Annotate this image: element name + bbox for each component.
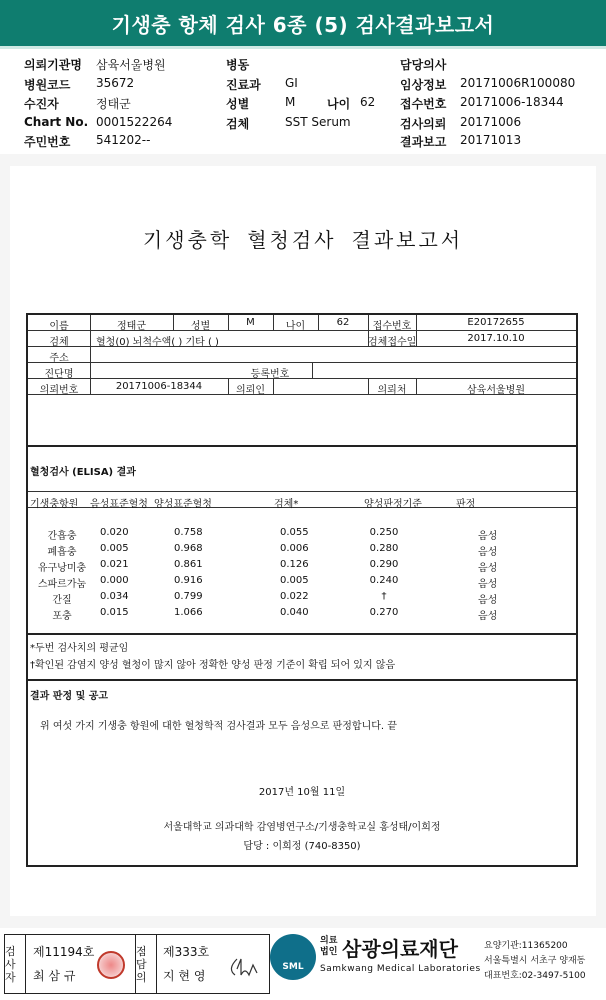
form-line [28,633,576,635]
result-cell-antigen: 폐흡충 [47,547,77,558]
col-sample: 검체* [274,499,299,510]
col-antigen: 기생충항원 [30,499,79,510]
result-cell-antigen: 유구낭미충 [37,563,87,574]
col-negative: 음성표준혈청 [90,499,148,510]
form-address-label: 주소 [49,353,69,364]
paper-title: 기생충학 혈청검사 결과보고서 [142,228,464,252]
result-cell-pos: 1.066 [174,607,203,618]
form-age-label: 나이 [285,321,306,332]
report-organization: 서울대학교 의과대학 감염병연구소/기생충학교실 홍성태/이희정 [163,822,441,833]
examiner-name: 최 삼 규 [33,969,76,983]
hospital-value: 삼육서울병원 [96,58,166,72]
title-divider [0,46,606,49]
result-cell-neg: 0.034 [100,591,129,602]
hospital-label: 의뢰기관명 [24,58,82,72]
receipt-value: 20171006-18344 [460,95,564,109]
foundation-address: 서울특별시 서초구 양재동 [484,956,586,966]
result-cell-antigen: 스파르가눔 [37,579,87,590]
patient-value: 정태군 [96,97,131,111]
confirmer-vertical-label: 점담의 [135,935,157,993]
chart-label: Chart No. [24,115,89,129]
result-cell-antigen: 간흡충 [47,531,77,542]
result-cell-result: 음성 [478,579,498,590]
clinical-value: 20171006R100080 [460,76,576,90]
foundation-phone: 대표번호:02-3497-5100 [484,971,586,981]
conclusion-text: 위 여섯 가지 기생충 항원에 대한 혈청학적 검사결과 모두 음성으로 판정합니다. 끝 [40,721,397,732]
specimen-label: 검체 [226,117,250,131]
result-cell-pos: 0.861 [174,559,203,570]
form-request-place-value: 삼육서울병원 [467,385,525,396]
sex-label: 성별 [226,97,250,111]
result-cell-sample: 0.126 [280,559,309,570]
confirmer-name: 지 현 영 [163,969,206,983]
result-cell-cutoff: 0.280 [369,543,399,554]
patient-info-block [0,52,606,152]
signature-icon [227,955,261,979]
scanned-paper [10,166,596,916]
result-cell-result: 음성 [478,563,498,574]
result-row [28,591,576,607]
result-cell-neg: 0.021 [100,559,129,570]
form-age-value: 62 [336,317,350,328]
form-specimen-label: 검체 [49,337,69,348]
result-cell-sample: 0.055 [280,527,309,538]
result-cell-sample: 0.022 [280,591,309,602]
receipt-label: 접수번호 [400,97,447,111]
report-date-value: 20171013 [460,133,522,147]
corp-label: 의료법인 [320,936,338,957]
age-value: 62 [360,95,376,109]
form-name-value: 정태군 [117,321,146,332]
form-collect-label: 검체접수일 [368,337,417,348]
clinical-label: 임상정보 [400,78,447,92]
form-line [28,445,576,447]
form-line [28,491,576,492]
doctor-label: 담당의사 [400,58,447,72]
report-date: 2017년 10월 11일 [258,787,346,798]
result-cell-neg: 0.020 [100,527,129,538]
form-specimen-options: 혈청(0) 뇌척수액( ) 기타 ( ) [96,337,219,348]
form-collect-value: 2017.10.10 [467,333,525,344]
report-title-bar [0,0,606,46]
patient-label: 수진자 [24,97,59,111]
result-row [28,559,576,575]
scanned-report-area [0,154,606,928]
code-value: 35672 [96,76,135,90]
result-cell-antigen: 포충 [52,611,72,622]
form-request-no-value: 20171006-18344 [115,381,203,392]
dept-value: GI [285,76,298,90]
result-cell-sample: 0.005 [280,575,309,586]
report-title: 기생충 항체 검사 6종 (5) 검사결과보고서 [111,12,495,37]
result-cell-antigen: 간질 [52,595,72,606]
examiner-vertical-label: 검사자 [5,935,26,993]
examiner-seal-icon [97,951,125,979]
ward-label: 병동 [226,58,250,72]
result-row [28,527,576,543]
result-cell-cutoff: 0.250 [369,527,399,538]
form-request-place-label: 의뢰처 [377,385,407,396]
result-cell-result: 음성 [478,547,498,558]
code-label: 병원코드 [24,78,71,92]
institution-code: 요양기관:11365200 [484,941,568,951]
result-row [28,543,576,559]
form-accession-label: 접수번호 [372,321,412,332]
request-date-value: 20171006 [460,115,522,129]
form-request-no-label: 의뢰번호 [39,385,79,396]
result-cell-cutoff: † [381,591,387,602]
result-cell-cutoff: 0.270 [369,607,399,618]
foundation-english: Samkwang Medical Laboratories [320,964,481,974]
result-cell-neg: 0.000 [100,575,129,586]
form-line [28,679,576,681]
result-cell-sample: 0.006 [280,543,309,554]
confirmer-license: 제333호 [163,945,210,959]
examiner-license: 제11194호 [33,945,95,959]
footer [0,930,606,1000]
report-form [26,313,578,867]
result-cell-pos: 0.916 [174,575,203,586]
result-cell-pos: 0.799 [174,591,203,602]
dept-label: 진료과 [226,78,261,92]
request-date-label: 검사의뢰 [400,117,447,131]
form-line [28,362,576,363]
form-accession-value: E20172655 [467,317,525,328]
form-sex-value: M [246,317,255,328]
rrn-label: 주민번호 [24,135,71,149]
report-date-label: 결과보고 [400,135,447,149]
result-cell-result: 음성 [478,611,498,622]
col-positive: 양성표준혈청 [154,499,212,510]
col-cutoff: 양성판정기준 [364,499,422,510]
result-cell-cutoff: 0.290 [369,559,399,570]
sex-value: M [285,95,296,109]
elisa-section-title: 혈청검사 (ELISA) 결과 [30,467,136,478]
form-registration-label: 등록번호 [250,369,290,380]
rrn-value: 541202-- [96,133,151,147]
form-name-label: 이름 [49,321,69,332]
sml-logo-icon [270,934,316,980]
signature-box [4,934,270,994]
age-label: 나이 [327,97,351,111]
chart-value: 0001522264 [96,115,173,129]
form-vline [273,378,274,394]
form-sex-label: 성별 [190,321,211,332]
form-requester-label: 의뢰인 [236,385,265,396]
result-cell-result: 음성 [478,531,498,542]
result-cell-result: 음성 [478,595,498,606]
result-cell-pos: 0.968 [174,543,203,554]
note-average: *두번 검사치의 평균임 [30,643,129,654]
specimen-value: SST Serum [285,115,351,129]
result-cell-sample: 0.040 [280,607,309,618]
col-result: 판정 [456,499,476,510]
form-vline [312,362,313,378]
form-diagnosis-label: 진단명 [44,369,74,380]
report-contact: 담당 : 이희정 (740-8350) [243,841,361,852]
result-cell-neg: 0.015 [100,607,129,618]
result-row [28,575,576,591]
conclusion-title: 결과 판정 및 공고 [30,691,109,702]
logo-abbr: SML [282,962,304,972]
note-fasciola: †확인된 감염지 양성 혈청이 많지 않아 정확한 양성 판정 기준이 확립 되어 있지 않음 [30,660,396,671]
result-cell-neg: 0.005 [100,543,129,554]
result-row [28,607,576,623]
result-cell-pos: 0.758 [174,527,203,538]
result-cell-cutoff: 0.240 [369,575,399,586]
foundation-name: 삼광의료재단 [342,937,458,961]
